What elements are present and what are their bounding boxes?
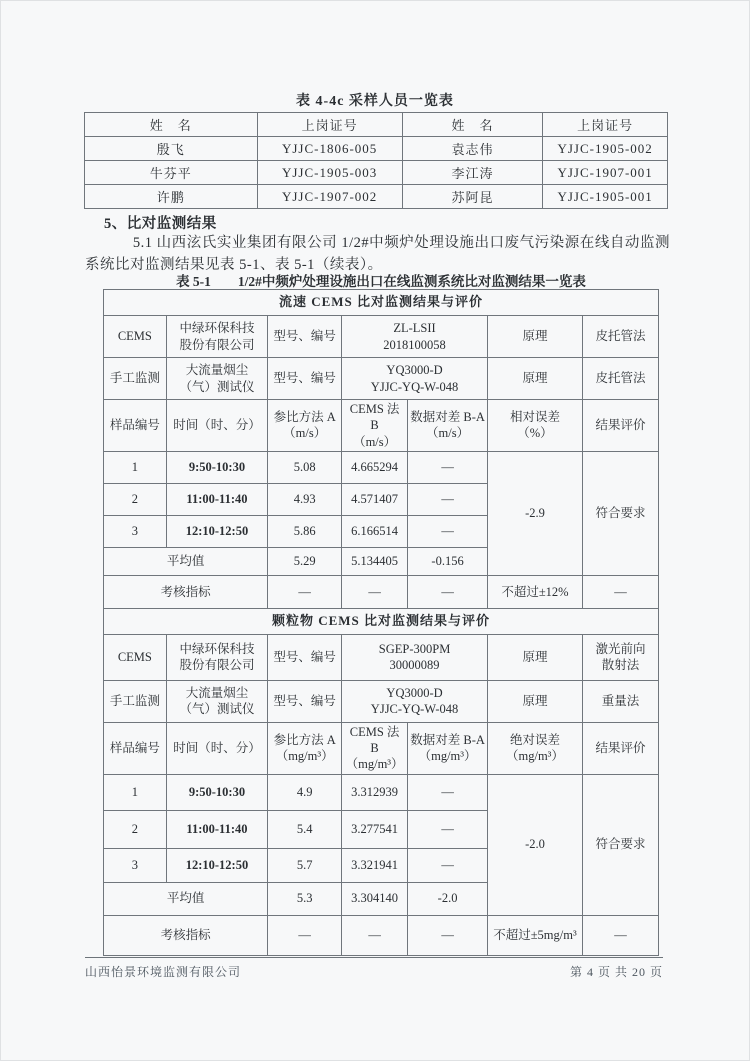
relative-error-value: -2.9 xyxy=(488,451,583,575)
model-label: 型号、编号 xyxy=(268,358,342,400)
model-label: 型号、编号 xyxy=(268,316,342,358)
model-line1: ZL-LSII xyxy=(393,321,436,336)
ref-value: 5.86 xyxy=(268,515,342,547)
sample-no: 3 xyxy=(104,515,167,547)
principle-value: 皮托管法 xyxy=(582,358,658,400)
model-line1: SGEP-300PM xyxy=(378,642,451,656)
header-line: （mg/m³） xyxy=(275,749,334,764)
sample-no: 2 xyxy=(104,810,167,848)
col-header-sample: 样品编号 xyxy=(104,722,167,774)
col-header-ref xyxy=(268,722,342,774)
manual-device xyxy=(166,358,268,400)
model-line2: 30000089 xyxy=(389,658,440,673)
col-header-time: 时间（时、分） xyxy=(166,722,268,774)
header-line: （m/s） xyxy=(283,426,327,441)
personnel-cert: YJJC-1905-001 xyxy=(543,185,668,209)
header-line: （m/s） xyxy=(353,434,397,449)
table-row xyxy=(104,575,659,608)
personnel-name: 苏阿昆 xyxy=(402,185,543,209)
header-line: （mg/m³） xyxy=(345,757,404,772)
ref-value: 5.4 xyxy=(268,810,342,848)
assessment-diff: — xyxy=(408,915,488,955)
personnel-header-name-1: 姓 名 xyxy=(85,113,258,137)
cems-device xyxy=(166,634,268,680)
header-line: 参比方法 A xyxy=(273,410,336,425)
personnel-header-name-2: 姓 名 xyxy=(402,113,543,137)
diff-value: — xyxy=(408,483,488,515)
sample-no: 1 xyxy=(104,451,167,483)
personnel-cert: YJJC-1907-001 xyxy=(543,161,668,185)
table-row xyxy=(104,400,659,452)
device-line2: （气）测试仪 xyxy=(179,379,255,394)
table-row xyxy=(104,316,659,358)
cems-value: 6.166514 xyxy=(342,515,408,547)
device-line1: 大流量烟尘 xyxy=(185,363,249,378)
diff-value: — xyxy=(408,515,488,547)
col-header-result: 结果评价 xyxy=(582,722,658,774)
diff-value: — xyxy=(408,774,488,810)
average-diff: -2.0 xyxy=(408,882,488,915)
average-diff: -0.156 xyxy=(408,547,488,575)
col-header-cems xyxy=(342,722,408,774)
device-line2: 股份有限公司 xyxy=(179,658,255,673)
table-row xyxy=(104,915,659,955)
cems-value: 3.312939 xyxy=(342,774,408,810)
sample-time: 12:10-12:50 xyxy=(166,515,268,547)
cems-value: 4.665294 xyxy=(342,451,408,483)
comparison-table xyxy=(103,289,659,956)
table-row xyxy=(104,634,659,680)
sample-time: 9:50-10:30 xyxy=(166,774,268,810)
page-footer xyxy=(85,957,663,980)
sample-no: 1 xyxy=(104,774,167,810)
sample-time: 11:00-11:40 xyxy=(166,483,268,515)
model-value xyxy=(342,316,488,358)
section-title-flow: 流速 CEMS 比对监测结果与评价 xyxy=(104,290,659,316)
principle-line2: 散射法 xyxy=(601,658,640,673)
personnel-name: 牛芬平 xyxy=(85,161,258,185)
header-line: 相对误差 xyxy=(509,410,560,425)
personnel-name: 李江涛 xyxy=(402,161,543,185)
assessment-criterion: 不超过±5mg/m³ xyxy=(488,915,583,955)
ref-value: 5.7 xyxy=(268,848,342,882)
cems-device xyxy=(166,316,268,358)
device-line1: 中绿环保科技 xyxy=(179,321,255,336)
principle-line1: 激光前向 xyxy=(595,642,646,656)
col-header-result: 结果评价 xyxy=(582,400,658,452)
header-line: （mg/m³） xyxy=(418,749,477,764)
col-header-sample: 样品编号 xyxy=(104,400,167,452)
col-header-ref xyxy=(268,400,342,452)
section-5-heading: 5、比对监测结果 xyxy=(104,216,217,232)
assessment-ref: — xyxy=(268,575,342,608)
principle-value: 重量法 xyxy=(582,680,658,722)
header-line: （%） xyxy=(517,426,553,441)
principle-label: 原理 xyxy=(488,634,583,680)
header-line: CEMS 法 B xyxy=(349,402,400,433)
header-line: 绝对误差 xyxy=(509,732,560,747)
manual-label: 手工监测 xyxy=(104,680,167,722)
personnel-name: 许鹏 xyxy=(85,185,258,209)
assessment-label: 考核指标 xyxy=(104,575,268,608)
section-5-paragraph: 5.1 山西泫氏实业集团有限公司 1/2#中频炉处理设施出口废气污染源在线自动监测系统比对监测结果见表 5-1、表 5-1（续表）。 xyxy=(85,235,670,273)
table-row xyxy=(104,290,659,316)
device-line1: 大流量烟尘 xyxy=(185,686,249,700)
principle-value: 皮托管法 xyxy=(582,316,658,358)
personnel-table xyxy=(84,112,668,209)
personnel-name: 袁志伟 xyxy=(402,137,543,161)
ref-value: 4.93 xyxy=(268,483,342,515)
personnel-cert: YJJC-1806-005 xyxy=(257,137,402,161)
footer-company: 山西怡景环境监测有限公司 xyxy=(85,965,242,979)
principle-label: 原理 xyxy=(488,316,583,358)
col-header-diff xyxy=(408,400,488,452)
diff-value: — xyxy=(408,451,488,483)
personnel-header-cert-2: 上岗证号 xyxy=(543,113,668,137)
average-label: 平均值 xyxy=(104,882,268,915)
result-evaluation: 符合要求 xyxy=(582,774,658,915)
assessment-criterion: 不超过±12% xyxy=(488,575,583,608)
sample-time: 11:00-11:40 xyxy=(166,810,268,848)
device-line1: 中绿环保科技 xyxy=(179,642,255,656)
assessment-cems: — xyxy=(342,575,408,608)
device-line2: （气）测试仪 xyxy=(179,702,255,717)
personnel-cert: YJJC-1907-002 xyxy=(257,185,402,209)
col-header-cems xyxy=(342,400,408,452)
model-value xyxy=(342,358,488,400)
table-row xyxy=(104,774,659,810)
table-44c-title: 表 4-4c 采样人员一览表 xyxy=(296,94,454,109)
footer-page-number: 第 4 页 共 20 页 xyxy=(569,965,663,979)
table-row xyxy=(85,185,668,209)
average-cems: 3.304140 xyxy=(342,882,408,915)
cems-label: CEMS xyxy=(104,316,167,358)
assessment-result: — xyxy=(582,575,658,608)
average-ref: 5.29 xyxy=(268,547,342,575)
header-line: 参比方法 A xyxy=(273,732,336,747)
header-line: （mg/m³） xyxy=(506,749,564,764)
principle-label: 原理 xyxy=(488,358,583,400)
manual-label: 手工监测 xyxy=(104,358,167,400)
model-value xyxy=(342,680,488,722)
sample-no: 2 xyxy=(104,483,167,515)
assessment-diff: — xyxy=(408,575,488,608)
model-line2: YJJC-YQ-W-048 xyxy=(370,379,459,394)
assessment-cems: — xyxy=(342,915,408,955)
principle-value xyxy=(582,634,658,680)
cems-value: 4.571407 xyxy=(342,483,408,515)
model-line1: YQ3000-D xyxy=(386,686,443,700)
table-row xyxy=(104,451,659,483)
personnel-header-cert-1: 上岗证号 xyxy=(257,113,402,137)
header-line: CEMS 法 B xyxy=(349,724,400,755)
table-row xyxy=(104,358,659,400)
device-line2: 股份有限公司 xyxy=(179,337,255,352)
diff-value: — xyxy=(408,810,488,848)
average-label: 平均值 xyxy=(104,547,268,575)
personnel-cert: YJJC-1905-002 xyxy=(543,137,668,161)
personnel-name: 殷飞 xyxy=(85,137,258,161)
table-51-caption: 表 5-1 1/2#中频炉处理设施出口在线监测系统比对监测结果一览表 xyxy=(176,274,586,289)
table-row xyxy=(85,113,668,137)
model-line2: YJJC-YQ-W-048 xyxy=(370,702,459,717)
section-title-particulate: 颗粒物 CEMS 比对监测结果与评价 xyxy=(104,608,659,634)
sample-no: 3 xyxy=(104,848,167,882)
average-ref: 5.3 xyxy=(268,882,342,915)
model-line2: 2018100058 xyxy=(383,337,446,352)
col-header-time: 时间（时、分） xyxy=(166,400,268,452)
header-line: 数据对差 B-A xyxy=(410,732,485,747)
header-line: （m/s） xyxy=(426,426,470,441)
ref-value: 5.08 xyxy=(268,451,342,483)
col-header-diff xyxy=(408,722,488,774)
table-row xyxy=(85,137,668,161)
assessment-result: — xyxy=(582,915,658,955)
model-line1: YQ3000-D xyxy=(386,363,443,378)
absolute-error-value: -2.0 xyxy=(488,774,583,915)
ref-value: 4.9 xyxy=(268,774,342,810)
table-row xyxy=(104,722,659,774)
cems-value: 3.321941 xyxy=(342,848,408,882)
diff-value: — xyxy=(408,848,488,882)
cems-label: CEMS xyxy=(104,634,167,680)
personnel-cert: YJJC-1905-003 xyxy=(257,161,402,185)
assessment-label: 考核指标 xyxy=(104,915,268,955)
sample-time: 9:50-10:30 xyxy=(166,451,268,483)
header-line: 数据对差 B-A xyxy=(410,410,485,425)
model-value xyxy=(342,634,488,680)
sample-time: 12:10-12:50 xyxy=(166,848,268,882)
result-evaluation: 符合要求 xyxy=(582,451,658,575)
principle-label: 原理 xyxy=(488,680,583,722)
manual-device xyxy=(166,680,268,722)
assessment-ref: — xyxy=(268,915,342,955)
cems-value: 3.277541 xyxy=(342,810,408,848)
average-cems: 5.134405 xyxy=(342,547,408,575)
col-header-error xyxy=(488,722,583,774)
model-label: 型号、编号 xyxy=(268,680,342,722)
col-header-error xyxy=(488,400,583,452)
table-row xyxy=(85,161,668,185)
model-label: 型号、编号 xyxy=(268,634,342,680)
table-row xyxy=(104,680,659,722)
table-row xyxy=(104,608,659,634)
